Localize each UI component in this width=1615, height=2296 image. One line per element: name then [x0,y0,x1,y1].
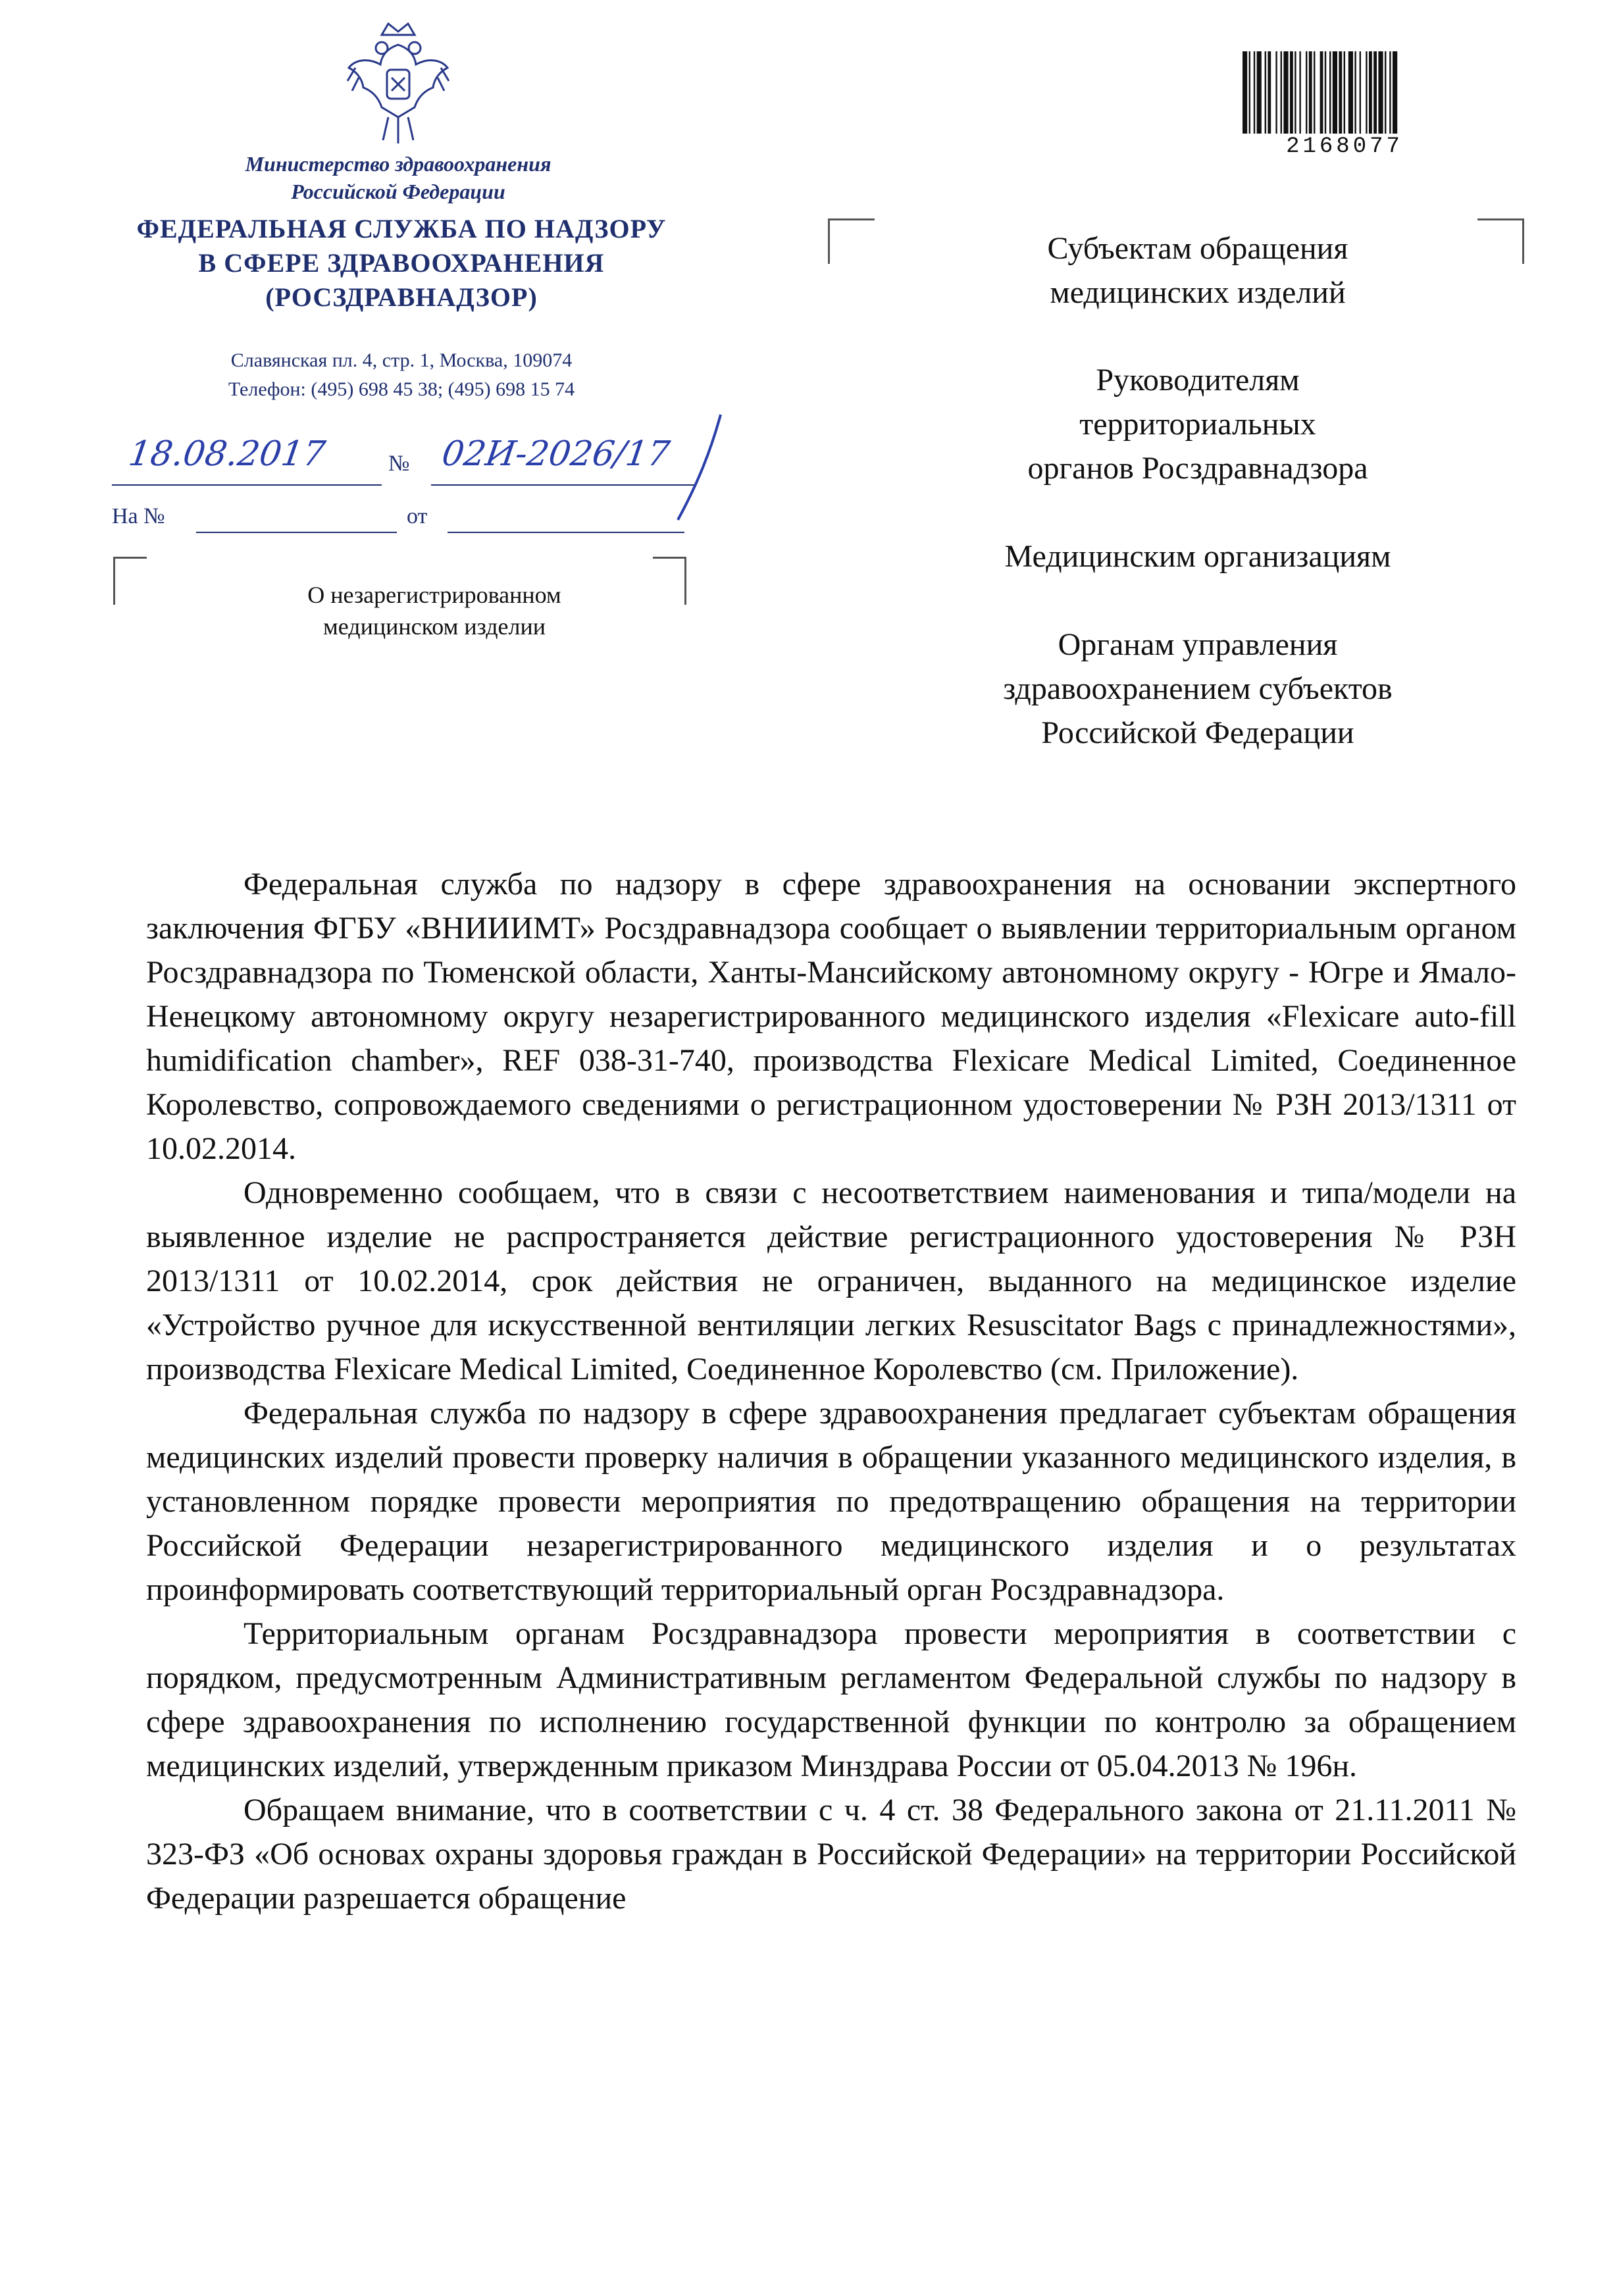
body-paragraph: Обращаем внимание, что в соответствии с ч. 4 ст. 38 Федерального закона от 21.11.2011 № 323-ФЗ «Об основах охраны здоровья граждан в Российской Федерации» на территории Российской Федерации разрешается обращение [146,1793,1516,1916]
barcode-bar [1283,51,1288,134]
number-underline [431,484,694,486]
subject-line2: медицинском изделии [322,613,546,640]
body-paragraph: Федеральная служба по надзору в сфере здравоохранения на основании экспертного заключения ФГБУ «ВНИИИМТ» Росздравнадзора сообщает о выявлении территориальным органом Росздравнадзора по Тюменской области, Ханты-Мансийскому автономному округу - Югре и Ямало-Ненецкому автономному округу незарегистрированного медицинского изделия «Flexicare auto-fill humidification chamber», REF 038-31-740, производства Flexicare Medical Limited, Соединенное Королевство, сопровождаемого сведениями о регистрационном удостоверении № РЗН 2013/1311 от 10.02.2014. [146,867,1516,1166]
addressee-line: медицинских изделий [1050,275,1346,310]
addressee-group-3 [915,534,1481,578]
subject-line1: О незарегистрированном [307,582,561,608]
barcode-bar [1366,51,1367,134]
barcode-bar [1249,51,1250,134]
addressee-line: территориальных [1079,407,1316,442]
addressee-group-1 [915,226,1481,315]
barcode-bar [1295,51,1296,134]
addressee-line: органов Росздравнадзора [1027,451,1368,486]
addressee-bracket-right [1477,218,1524,264]
agency-name-line3: (РОСЗДРАВНАДЗОР) [265,282,538,312]
barcode-bar [1243,51,1247,134]
agency-name-line2: В СФЕРЕ ЗДРАВООХРАНЕНИЯ [198,248,605,278]
letter-subject [237,579,632,642]
barcode-bar [1257,51,1262,134]
reply-date-line [448,532,684,533]
barcode-bar [1329,51,1331,134]
addressee-line: Органам управления [1058,627,1338,662]
barcode [1243,51,1447,134]
addressee-line: Российской Федерации [1041,715,1354,750]
barcode-bar [1275,51,1277,134]
agency-address: Славянская пл. 4, стр. 1, Москва, 109074 [230,349,573,371]
barcode-bar [1309,51,1312,134]
barcode-bar [1348,51,1353,134]
barcode-bar [1369,51,1372,134]
barcode-bar [1306,51,1307,134]
handwritten-slash-mark [671,411,724,523]
barcode-number: 2168077 [1286,134,1403,159]
barcode-bar [1344,51,1345,134]
agency-phone: Телефон: (495) 698 45 38; (495) 698 15 74 [228,378,575,400]
body-paragraph: Федеральная служба по надзору в сфере здравоохранения предлагает субъектам обращения медицинских изделий провести проверку наличия в обращении указанного медицинского изделия, в установленном порядке провести мероприятия по предотвращению обращения на территории Российской Федерации незарегистрированного медицинского изделия и о результатах проинформировать соответствующий территориальный орган Росздравнадзора. [146,1396,1516,1607]
ministry-name-line1: Министерство здравоохранения [245,152,551,176]
addressee-line: Медицинским организациям [1004,539,1391,574]
outgoing-date: 18.08.2017 [126,434,328,474]
barcode-bar [1385,51,1386,134]
date-underline [112,484,382,486]
barcode-bar [1320,51,1323,134]
barcode-bar [1378,51,1383,134]
body-paragraph: Одновременно сообщаем, что в связи с несоответствием наименования и типа/модели на выявленное изделие не распространяется действие регистрационного удостоверения № РЗН 2013/1311 от 10.02.2014, срок действия не ограничен, выданного на медицинское изделие «Устройство ручное для искусственной вентиляции легких Resuscitator Bags с принадлежностями», производства Flexicare Medical Limited, Соединенное Королевство (см. Приложение). [146,1175,1516,1387]
barcode-bar [1254,51,1255,134]
subject-bracket-left [113,557,147,605]
agency-name-line1: ФЕДЕРАЛЬНАЯ СЛУЖБА ПО НАДЗОРУ [136,214,667,243]
ministry-name-line2: Российской Федерации [291,180,505,203]
letter-body [146,862,1516,1920]
barcode-bar [1314,51,1315,134]
reply-number-label: На № [112,504,165,528]
reply-number-line [196,532,397,533]
barcode-bar [1281,51,1282,134]
barcode-bar [1265,51,1266,134]
barcode-bar [1373,51,1377,134]
reply-date-label: от [407,504,428,528]
barcode-bar [1393,51,1397,134]
barcode-bar [1299,51,1300,134]
russian-coat-of-arms-icon [342,18,454,150]
barcode-bar [1290,51,1293,134]
barcode-bar [1360,51,1361,134]
number-sign: № [388,451,410,476]
barcode-bar [1333,51,1337,134]
barcode-bar [1389,51,1391,134]
body-paragraph: Территориальным органам Росздравнадзора провести мероприятия в соответствии с порядком, предусмотренным Административным регламентом Федеральной службы по надзору в сфере здравоохранения по исполнению государственной функции по контролю за обращением медицинских изделий, утвержденным приказом Минздрава России от 05.04.2013 № 196н. [146,1616,1516,1783]
addressee-bracket-left [828,218,875,264]
barcode-bar [1354,51,1356,134]
outgoing-number: 02И-2026/17 [439,434,673,474]
barcode-bar [1268,51,1271,134]
addressee-group-2 [915,358,1481,490]
addressee-group-4 [915,623,1481,755]
barcode-bar [1325,51,1326,134]
addressee-line: Руководителям [1096,363,1300,397]
addressee-line: Субъектам обращения [1047,231,1348,266]
addressee-line: здравоохранением субъектов [1003,671,1393,706]
subject-bracket-right [653,557,686,605]
barcode-bar [1339,51,1342,134]
